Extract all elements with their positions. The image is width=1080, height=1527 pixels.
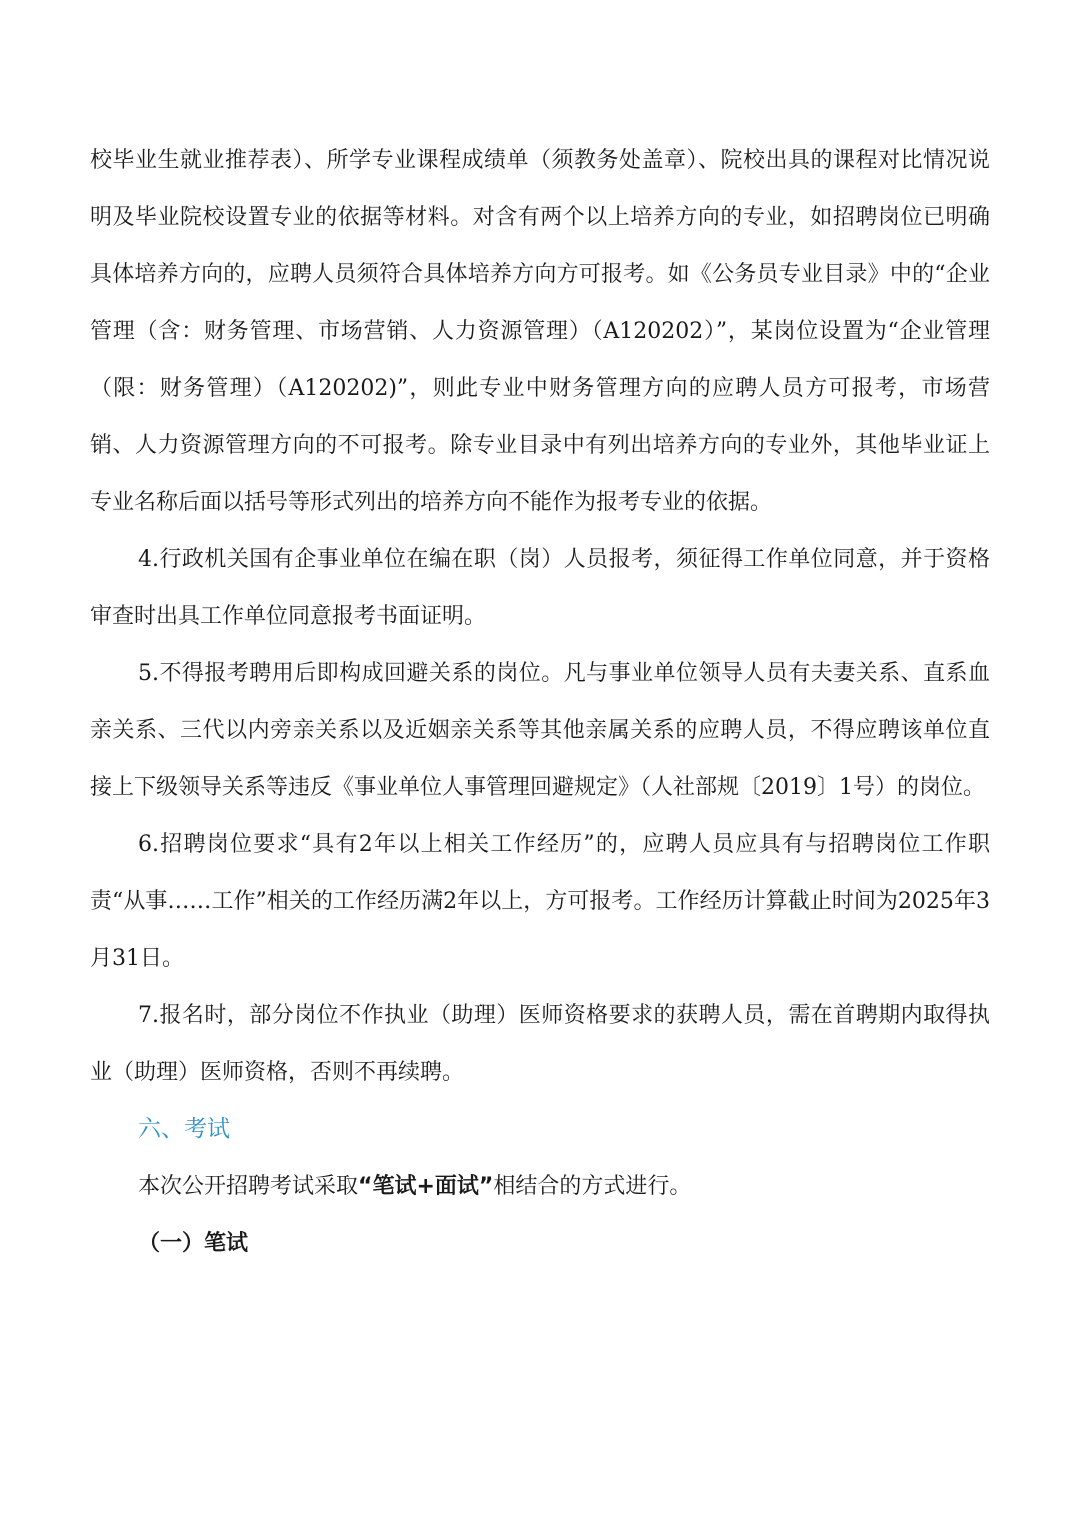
exam-intro-after: 相结合的方式进行。 <box>493 1174 692 1199</box>
section-heading-exam: 六、考试 <box>138 1116 230 1142</box>
paragraph-exam-intro <box>90 1158 990 1215</box>
paragraph-item-4: 4.行政机关国有企事业单位在编在职（岗）人员报考，须征得工作单位同意，并于资格审查时出具工作单位同意报考书面证明。 <box>90 547 990 629</box>
exam-intro-bold: “笔试+面试” <box>358 1174 494 1199</box>
document-page <box>90 132 990 1272</box>
exam-intro-before: 本次公开招聘考试采取 <box>138 1174 359 1199</box>
paragraph-item-6: 6.招聘岗位要求“具有2年以上相关工作经历”的，应聘人员应具有与招聘岗位工作职责“从事……工作”相关的工作经历满2年以上，方可报考。工作经历计算截止时间为2025年3月31日。 <box>90 832 990 971</box>
paragraph-item-7: 7.报名时，部分岗位不作执业（助理）医师资格要求的获聘人员，需在首聘期内取得执业（助理）医师资格，否则不再续聘。 <box>90 1003 990 1085</box>
paragraph-material-requirements: 校毕业生就业推荐表）、所学专业课程成绩单（须教务处盖章）、院校出具的课程对比情况说明及毕业院校设置专业的依据等材料。对含有两个以上培养方向的专业，如招聘岗位已明确具体培养方向的，应聘人员须符合具体培养方向方可报考。如《公务员专业目录》中的“企业管理（含：财务管理、市场营销、人力资源管理）（A120202）”，某岗位设置为“企业管理（限：财务管理）（A120202)”，则此专业中财务管理方向的应聘人员方可报考，市场营销、人力资源管理方向的不可报考。除专业目录中有列出培养方向的专业外，其他毕业证上专业名称后面以括号等形式列出的培养方向不能作为报考专业的依据。 <box>90 148 990 515</box>
paragraph-item-5: 5.不得报考聘用后即构成回避关系的岗位。凡与事业单位领导人员有夫妻关系、直系血亲关系、三代以内旁亲关系以及近姻亲关系等其他亲属关系的应聘人员，不得应聘该单位直接上下级领导关系等违反《事业单位人事管理回避规定》（人社部规〔2019〕1号）的岗位。 <box>90 661 990 800</box>
sub-heading-written-exam: （一）笔试 <box>138 1231 249 1256</box>
